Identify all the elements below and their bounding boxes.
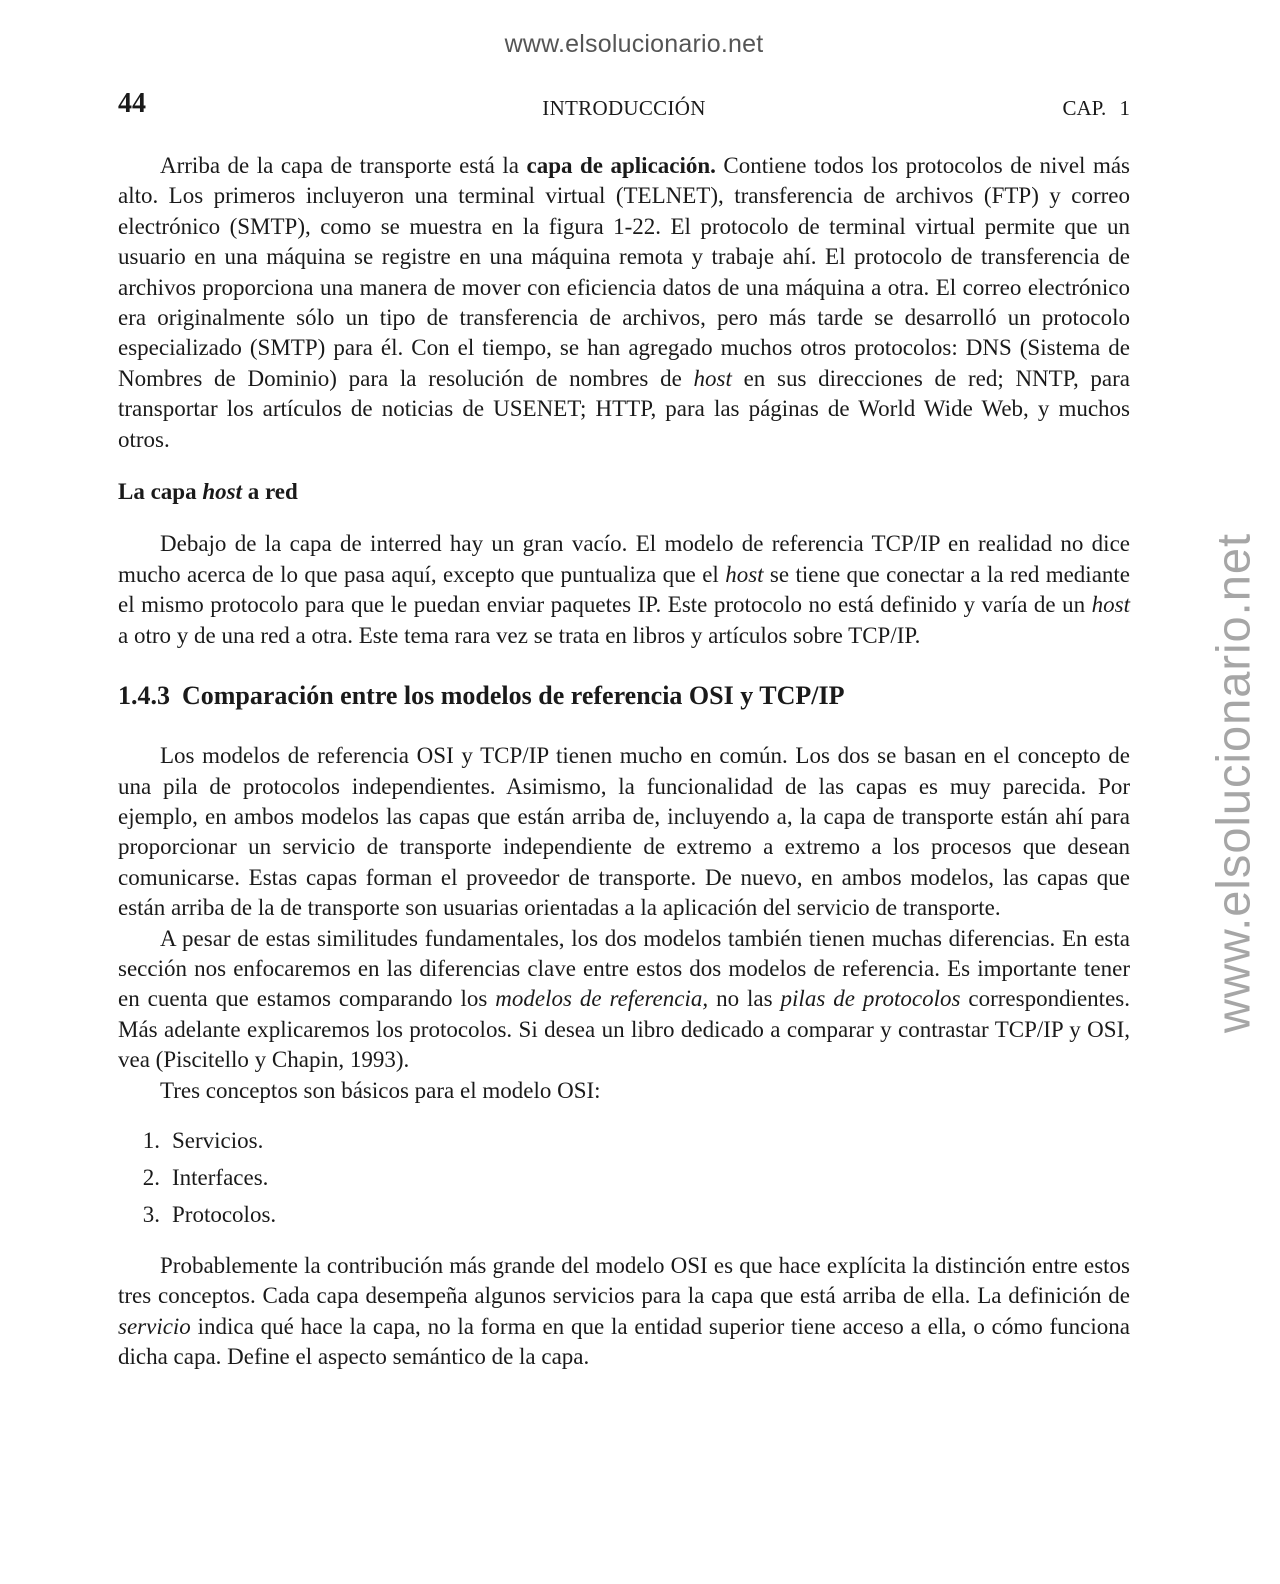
- watermark-side: www.elsolucionario.net: [1206, 532, 1260, 1034]
- paragraph-application-layer: [118, 151, 1130, 455]
- text-run: A pesar de estas similitudes fundamentales, los dos modelos también tienen muchas diferencias. En esta sección nos enfocaremos en las diferencias clave entre estos dos modelos de referencia. Es importante tener en cuenta que estamos comparando los: [118, 925, 1130, 1012]
- term-host: host: [693, 365, 732, 391]
- list-item: [118, 1122, 1130, 1159]
- watermark-top: www.elsolucionario.net: [504, 30, 764, 58]
- text-run: Contiene todos los protocolos de nivel más alto. Los primeros incluyeron una terminal virtual (TELNET), transferencia de archivos (FTP) y correo electrónico (SMTP), como se muestra en la figura 1-22. El protocolo de terminal virtual permite que un usuario en una máquina se registre en una máquina remota y trabaje ahí. El protocolo de transferencia de archivos proporciona una manera de mover con eficiencia datos de una máquina a otra. El correo electrónico era originalmente sólo un tipo de transferencia de archivos, pero más tarde se desarrolló un protocolo especializado (SMTP) para él. Con el tiempo, se han agregado muchos otros protocolos: DNS (Sistema de Nombres de Dominio) para la resolución de nombres de: [118, 153, 1130, 391]
- subhead-host-to-network-layer: [118, 477, 1130, 507]
- term-service: servicio: [118, 1313, 191, 1339]
- paragraph-comparison-intro: Los modelos de referencia OSI y TCP/IP tienen mucho en común. Los dos se basan en el concepto de una pila de protocolos independientes. Asimismo, la funcionalidad de las capas es muy parecida. Por ejemplo, en ambos modelos las capas que están arriba de, incluyendo a, la capa de transporte están ahí para proporcionar un servicio de transporte independiente de extremo a extremo a los procesos que desean comunicarse. Estas capas forman el proveedor de transporte. De nuevo, en ambos modelos, las capas que están arriba de la de transporte son usuarias orientadas a la aplicación del servicio de transporte.: [118, 743, 1130, 921]
- chapter-label: CAP. 1: [1062, 96, 1130, 120]
- list-item-text: Protocolos.: [172, 1201, 277, 1227]
- paragraph-osi-contribution: [118, 1251, 1130, 1373]
- section-title: Comparación entre los modelos de referencia OSI y TCP/IP: [182, 681, 845, 711]
- list-item-number: 1.: [142, 1127, 160, 1153]
- section-heading: [118, 679, 1130, 713]
- list-item-number: 2.: [142, 1164, 160, 1190]
- text-run: a otro y de una red a otra. Este tema rara vez se trata en libros y artículos sobre TCP/IP.: [118, 622, 921, 648]
- text-run: correspondientes. Más adelante explicaremos los protocolos. Si desea un libro dedicado a comparar y contrastar TCP/IP y OSI, vea (Piscitello y Chapin, 1993).: [118, 986, 1130, 1073]
- text-run: Debajo de la capa de interred hay un gran vacío. El modelo de referencia TCP/IP en realidad no dice mucho acerca de lo que pasa aquí, excepto que puntualiza que el: [118, 531, 1130, 587]
- list-item: [118, 1196, 1130, 1233]
- chapter-title: INTRODUCCIÓN: [542, 96, 706, 120]
- text-run: no las: [708, 986, 781, 1012]
- text-run: La capa: [118, 479, 203, 505]
- section-number: 1.4.3: [118, 681, 170, 711]
- term-host: host: [725, 561, 764, 587]
- paragraph-host-to-network: [118, 529, 1130, 651]
- list-item-text: Interfaces.: [172, 1164, 269, 1190]
- text-run: Arriba de la capa de transporte está la: [160, 153, 527, 178]
- text-run: en sus direcciones de red; NNTP, para transportar los artículos de noticias de USENET; HTTP, para las páginas de World Wide Web, y muchos otros.: [118, 365, 1131, 452]
- page-number: 44: [118, 88, 146, 119]
- term-application-layer: capa de aplicación.: [526, 153, 716, 178]
- text-run: se tiene que conectar a la red mediante el mismo protocolo para que le puedan enviar paquetes IP. Este protocolo no está definido y varía de un: [118, 561, 1130, 618]
- list-item: [118, 1159, 1130, 1196]
- concepts-list: [118, 1122, 1130, 1233]
- text-run: Probablemente la contribución más grande del modelo OSI es que hace explícita la distinción entre estos tres conceptos. Cada capa desempeña algunos servicios para la capa que está arriba de ella. La definición de: [118, 1252, 1130, 1309]
- paragraph-differences: [118, 924, 1130, 1076]
- term-protocol-stacks: pilas de protocolos: [780, 986, 961, 1012]
- term-reference-models: modelos de referencia,: [495, 986, 709, 1012]
- list-item-text: Servicios.: [172, 1127, 264, 1153]
- term-host: host: [1091, 592, 1130, 618]
- list-item-number: 3.: [142, 1201, 160, 1227]
- paragraph-three-concepts: Tres conceptos son básicos para el modelo OSI:: [160, 1077, 601, 1103]
- text-run: a red: [241, 479, 298, 505]
- term-host: host: [202, 479, 242, 505]
- running-head: [118, 88, 1130, 124]
- text-run: indica qué hace la capa, no la forma en que la entidad superior tiene acceso a ella, o cómo funciona dicha capa. Define el aspecto semántico de la capa.: [118, 1313, 1130, 1370]
- page-content: [118, 151, 1130, 1373]
